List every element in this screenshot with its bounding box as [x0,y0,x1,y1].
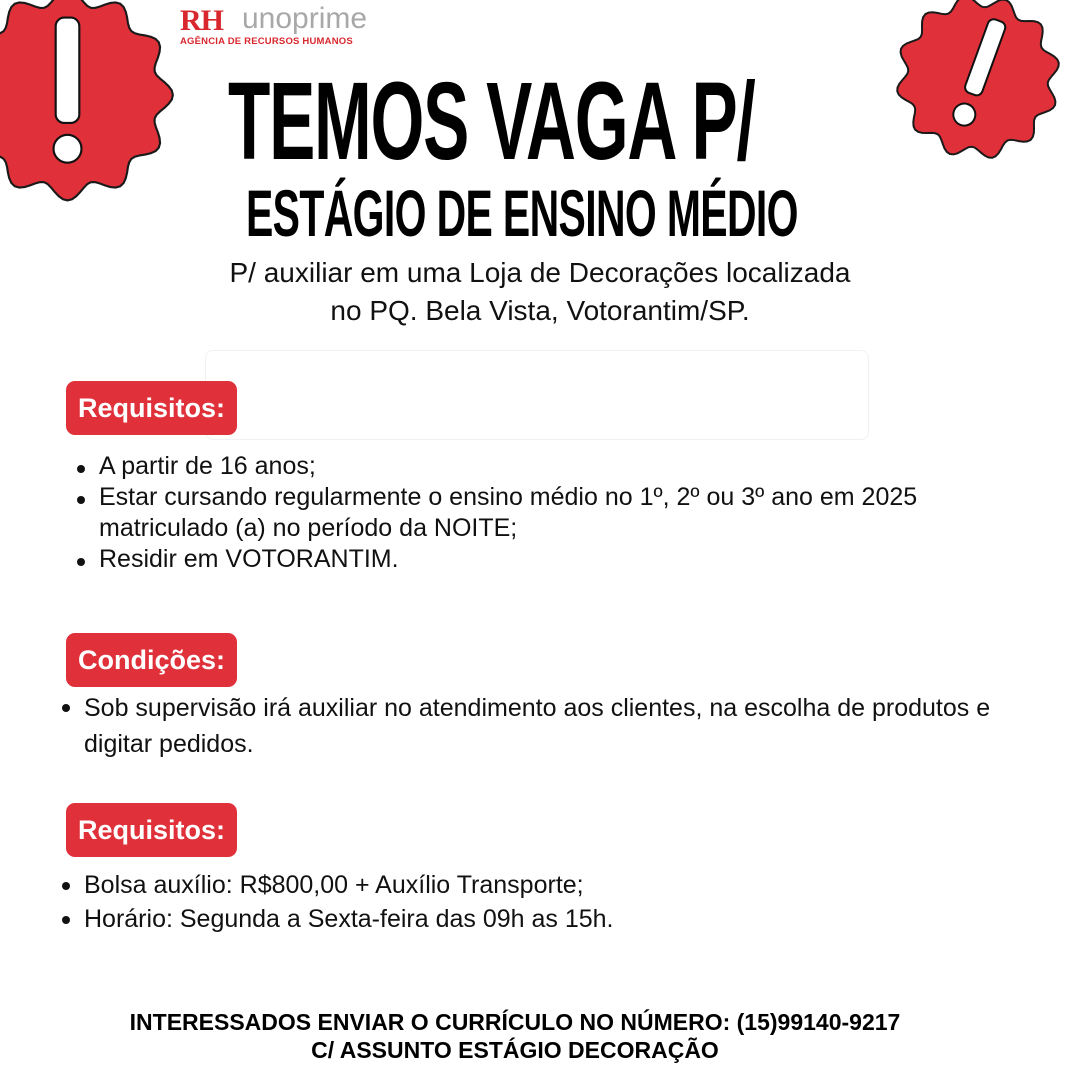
section-label-requisitos: Requisitos: [66,381,237,435]
description-line: no PQ. Bela Vista, Votorantim/SP. [330,295,750,326]
section-label-condicoes: Condições: [66,633,237,687]
requirements-list [72,451,972,575]
list-item: Bolsa auxílio: R$800,00 + Auxílio Transporte; [57,868,957,902]
company-logo [178,4,408,46]
list-item: Horário: Segunda a Sexta-feira das 09h as 15h. [57,902,957,936]
job-description [0,254,1080,330]
list-item: Residir em VOTORANTIM. [72,544,972,575]
logo-tagline: AGÊNCIA DE RECURSOS HUMANOS [180,36,353,47]
contact-footer [0,1008,1030,1064]
headline-title: TEMOS VAGA P/ [228,60,755,183]
logo-rh: RH [180,4,223,37]
faint-box [205,350,869,440]
exclamation-badge-icon [0,0,175,210]
list-item: A partir de 16 anos; [72,451,972,482]
benefits-list [57,868,957,936]
list-item: Sob supervisão irá auxiliar no atendimento aos clientes, na escolha de produtos e digitar pedidos. [57,690,1057,762]
contact-line: INTERESSADOS ENVIAR O CURRÍCULO NO NÚMERO: (15)99140-9217 [129,1009,901,1035]
section-label-requisitos-2: Requisitos: [66,803,237,857]
exclamation-badge-icon [878,0,1078,162]
headline-subtitle: ESTÁGIO DE ENSINO MÉDIO [246,176,798,250]
logo-name: unoprime [242,2,368,35]
description-line: P/ auxiliar em uma Loja de Decorações localizada [229,257,851,288]
contact-line: C/ ASSUNTO ESTÁGIO DECORAÇÃO [311,1037,719,1063]
conditions-list [57,690,1057,762]
list-item: Estar cursando regularmente o ensino médio no 1º, 2º ou 3º ano em 2025 matriculado (a) no período da NOITE; [72,482,972,544]
